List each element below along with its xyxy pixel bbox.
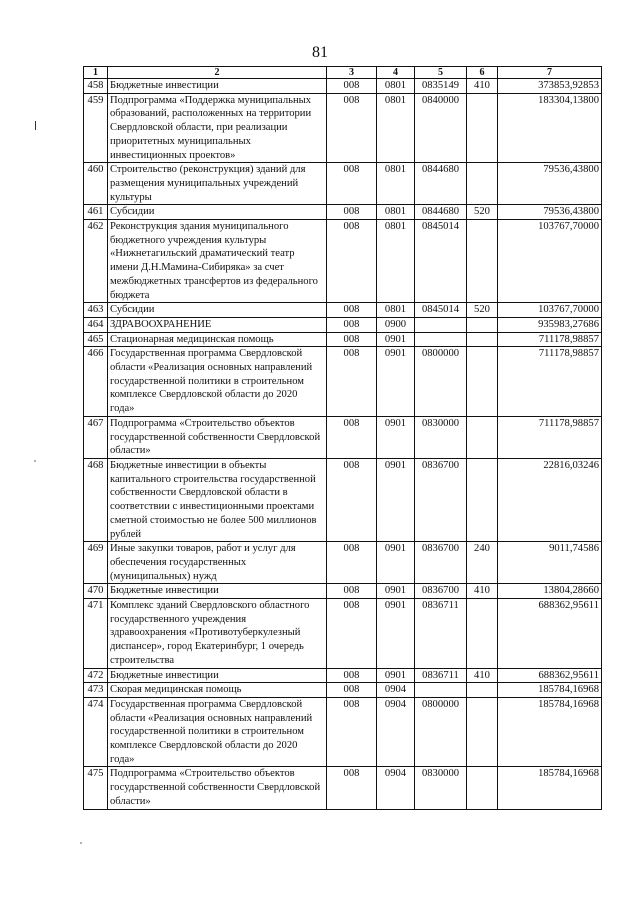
code-section: 0901 xyxy=(377,347,415,417)
code-expense-type xyxy=(467,332,498,347)
row-name: Подпрограмма «Строительство объектов государственной собственности Свердловской области» xyxy=(108,767,327,809)
code-expense-type xyxy=(467,317,498,332)
row-name: Субсидии xyxy=(108,303,327,318)
code-target: 0845014 xyxy=(415,303,467,318)
code-ministry: 008 xyxy=(327,79,377,94)
table-row xyxy=(84,303,602,318)
code-target: 0836700 xyxy=(415,458,467,541)
code-section: 0801 xyxy=(377,93,415,163)
row-name: Бюджетные инвестиции в объекты капитального строительства государственной собственности Свердловской области в соответствии с инвестиционными проектами сметной стоимостью не более 500 миллионов рублей xyxy=(108,458,327,541)
code-ministry: 008 xyxy=(327,683,377,698)
row-name: Подпрограмма «Поддержка муниципальных образований, расположенных на территории Свердловской области, при реализации приоритетных муниципальных инвестиционных проектов» xyxy=(108,93,327,163)
code-target: 0836700 xyxy=(415,584,467,599)
row-name: Бюджетные инвестиции xyxy=(108,668,327,683)
code-target xyxy=(415,683,467,698)
code-target: 0840000 xyxy=(415,93,467,163)
code-ministry: 008 xyxy=(327,220,377,303)
code-expense-type: 410 xyxy=(467,584,498,599)
row-number: 473 xyxy=(84,683,108,698)
row-amount: 103767,70000 xyxy=(498,220,602,303)
row-number: 468 xyxy=(84,458,108,541)
row-number: 471 xyxy=(84,599,108,669)
code-ministry: 008 xyxy=(327,347,377,417)
code-expense-type xyxy=(467,163,498,205)
row-name: Стационарная медицинская помощь xyxy=(108,332,327,347)
row-amount: 22816,03246 xyxy=(498,458,602,541)
table-row xyxy=(84,205,602,220)
row-number: 469 xyxy=(84,542,108,584)
code-target: 0830000 xyxy=(415,416,467,458)
code-section: 0901 xyxy=(377,332,415,347)
code-target: 0800000 xyxy=(415,697,467,767)
row-amount: 688362,95611 xyxy=(498,668,602,683)
row-number: 460 xyxy=(84,163,108,205)
row-amount: 185784,16968 xyxy=(498,683,602,698)
table-row xyxy=(84,317,602,332)
row-amount: 185784,16968 xyxy=(498,767,602,809)
column-header: 6 xyxy=(467,67,498,79)
code-section: 0901 xyxy=(377,416,415,458)
table-row xyxy=(84,697,602,767)
column-header: 4 xyxy=(377,67,415,79)
code-target xyxy=(415,317,467,332)
row-name: Субсидии xyxy=(108,205,327,220)
code-ministry: 008 xyxy=(327,93,377,163)
row-number: 474 xyxy=(84,697,108,767)
code-target: 0830000 xyxy=(415,767,467,809)
row-name: Иные закупки товаров, работ и услуг для обеспечения государственных (муниципальных) нужд xyxy=(108,542,327,584)
row-amount: 373853,92853 xyxy=(498,79,602,94)
row-number: 470 xyxy=(84,584,108,599)
row-number: 461 xyxy=(84,205,108,220)
row-name: Подпрограмма «Строительство объектов государственной собственности Свердловской области» xyxy=(108,416,327,458)
code-section: 0801 xyxy=(377,163,415,205)
row-number: 466 xyxy=(84,347,108,417)
row-name: Бюджетные инвестиции xyxy=(108,584,327,599)
row-number: 464 xyxy=(84,317,108,332)
code-ministry: 008 xyxy=(327,458,377,541)
code-section: 0904 xyxy=(377,697,415,767)
row-name: Комплекс зданий Свердловского областного государственного учреждения здравоохранения «Противотуберкулезный диспансер», город Екатеринбург, 1 очередь строительства xyxy=(108,599,327,669)
code-section: 0801 xyxy=(377,205,415,220)
code-target: 0836700 xyxy=(415,542,467,584)
row-number: 462 xyxy=(84,220,108,303)
code-expense-type xyxy=(467,697,498,767)
scan-dot xyxy=(80,842,82,844)
code-section: 0901 xyxy=(377,599,415,669)
code-ministry: 008 xyxy=(327,205,377,220)
row-number: 472 xyxy=(84,668,108,683)
budget-table xyxy=(83,66,602,810)
code-target: 0800000 xyxy=(415,347,467,417)
table-row xyxy=(84,163,602,205)
row-amount: 185784,16968 xyxy=(498,697,602,767)
code-section: 0901 xyxy=(377,458,415,541)
code-section: 0801 xyxy=(377,220,415,303)
code-target: 0844680 xyxy=(415,163,467,205)
code-section: 0904 xyxy=(377,683,415,698)
code-target: 0844680 xyxy=(415,205,467,220)
table-row xyxy=(84,683,602,698)
row-number: 459 xyxy=(84,93,108,163)
code-expense-type: 410 xyxy=(467,668,498,683)
code-expense-type xyxy=(467,683,498,698)
code-expense-type xyxy=(467,347,498,417)
column-header: 1 xyxy=(84,67,108,79)
scan-dot xyxy=(34,460,36,462)
row-number: 463 xyxy=(84,303,108,318)
row-amount: 79536,43800 xyxy=(498,205,602,220)
row-name: Государственная программа Свердловской области «Реализация основных направлений государственной политики в строительном комплексе Свердловской области до 2020 года» xyxy=(108,347,327,417)
table-row xyxy=(84,542,602,584)
row-name: Строительство (реконструкция) зданий для размещения муниципальных учреждений культуры xyxy=(108,163,327,205)
table-row xyxy=(84,220,602,303)
table-row xyxy=(84,332,602,347)
code-ministry: 008 xyxy=(327,542,377,584)
code-ministry: 008 xyxy=(327,668,377,683)
row-amount: 935983,27686 xyxy=(498,317,602,332)
row-amount: 711178,98857 xyxy=(498,332,602,347)
code-expense-type: 520 xyxy=(467,303,498,318)
code-ministry: 008 xyxy=(327,767,377,809)
code-target xyxy=(415,332,467,347)
row-amount: 13804,28660 xyxy=(498,584,602,599)
row-number: 458 xyxy=(84,79,108,94)
row-name: Бюджетные инвестиции xyxy=(108,79,327,94)
code-ministry: 008 xyxy=(327,697,377,767)
row-amount: 688362,95611 xyxy=(498,599,602,669)
column-header: 7 xyxy=(498,67,602,79)
code-expense-type: 410 xyxy=(467,79,498,94)
code-expense-type xyxy=(467,93,498,163)
code-target: 0836711 xyxy=(415,599,467,669)
code-expense-type xyxy=(467,458,498,541)
code-expense-type: 520 xyxy=(467,205,498,220)
code-ministry: 008 xyxy=(327,303,377,318)
row-amount: 103767,70000 xyxy=(498,303,602,318)
column-header: 3 xyxy=(327,67,377,79)
row-amount: 711178,98857 xyxy=(498,347,602,417)
code-expense-type xyxy=(467,220,498,303)
code-target: 0845014 xyxy=(415,220,467,303)
row-number: 467 xyxy=(84,416,108,458)
code-expense-type xyxy=(467,416,498,458)
code-expense-type: 240 xyxy=(467,542,498,584)
row-amount: 183304,13800 xyxy=(498,93,602,163)
code-ministry: 008 xyxy=(327,584,377,599)
row-name: ЗДРАВООХРАНЕНИЕ xyxy=(108,317,327,332)
row-amount: 79536,43800 xyxy=(498,163,602,205)
table-row xyxy=(84,584,602,599)
code-section: 0900 xyxy=(377,317,415,332)
row-name: Реконструкция здания муниципального бюджетного учреждения культуры «Нижнетагильский драматический театр имени Д.Н.Мамина-Сибиряка» за счет межбюджетных трансфертов из федерального бюджета xyxy=(108,220,327,303)
code-section: 0901 xyxy=(377,542,415,584)
page-number: 81 xyxy=(312,44,328,61)
row-name: Государственная программа Свердловской области «Реализация основных направлений государственной политики в строительном комплексе Свердловской области до 2020 года» xyxy=(108,697,327,767)
row-name: Скорая медицинская помощь xyxy=(108,683,327,698)
table-row xyxy=(84,767,602,809)
row-number: 465 xyxy=(84,332,108,347)
code-target: 0836711 xyxy=(415,668,467,683)
table-row xyxy=(84,416,602,458)
row-amount: 9011,74586 xyxy=(498,542,602,584)
code-ministry: 008 xyxy=(327,332,377,347)
table-row xyxy=(84,668,602,683)
row-number: 475 xyxy=(84,767,108,809)
column-header: 5 xyxy=(415,67,467,79)
table-row xyxy=(84,458,602,541)
table-row xyxy=(84,93,602,163)
code-expense-type xyxy=(467,599,498,669)
code-section: 0901 xyxy=(377,584,415,599)
code-section: 0904 xyxy=(377,767,415,809)
code-target: 0835149 xyxy=(415,79,467,94)
code-ministry: 008 xyxy=(327,317,377,332)
table-row xyxy=(84,79,602,94)
code-section: 0801 xyxy=(377,79,415,94)
table-row xyxy=(84,599,602,669)
row-amount: 711178,98857 xyxy=(498,416,602,458)
column-header: 2 xyxy=(108,67,327,79)
code-ministry: 008 xyxy=(327,163,377,205)
code-ministry: 008 xyxy=(327,416,377,458)
code-expense-type xyxy=(467,767,498,809)
header-row xyxy=(84,67,602,79)
margin-mark xyxy=(35,121,36,130)
code-section: 0901 xyxy=(377,668,415,683)
table-row xyxy=(84,347,602,417)
code-ministry: 008 xyxy=(327,599,377,669)
code-section: 0801 xyxy=(377,303,415,318)
